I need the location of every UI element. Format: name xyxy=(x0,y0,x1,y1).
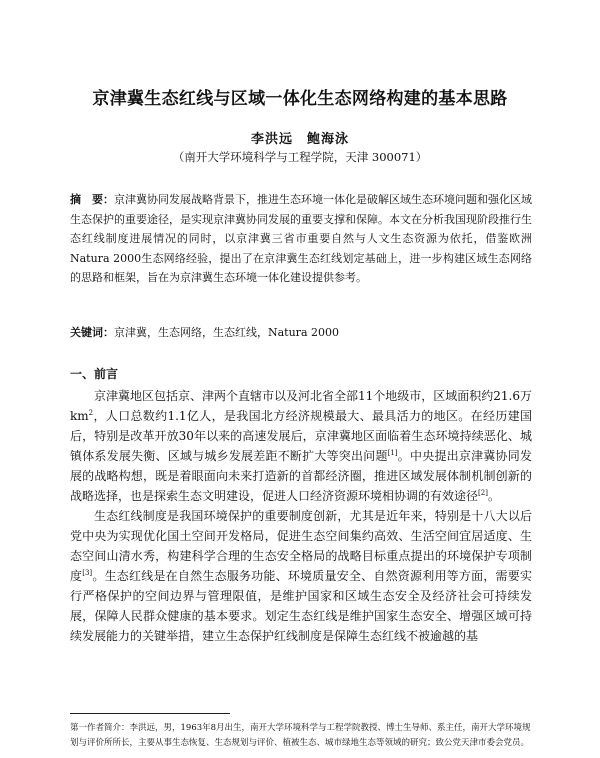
paragraph-1 xyxy=(70,386,532,506)
para2-text-b: 。生态红线是在自然生态服务功能、环境质量安全、自然资源利用等方面，需要实行严格保护的空间边界与管理限值，是维护国家和区域生态安全及经济社会可持续发展，保障人民群众健康的基本要求。划定生态红线是维护国家生态安全、增强区域可持续发展能力的关键举措，建立生态保护红线制度是保障生态红线不被逾越的基 xyxy=(70,569,532,643)
superscript: 2 xyxy=(88,409,94,417)
keywords-label: 关键词： xyxy=(70,326,114,339)
body-text xyxy=(70,386,532,646)
citation-ref: [2] xyxy=(478,489,488,497)
footnote-divider xyxy=(70,713,230,714)
para2-text-a: 生态红线制度是我国环境保护的重要制度创新，尤其是近年来，特别是十八大以后党中央为实现优化国土空间开发格局，促进生态空间集约高效、生活空间宜居适度、生态空间山清水秀，构建科学合理的生态安全格局的战略目标重点提出的环境保护专项制度 xyxy=(70,509,532,583)
authors: 李洪远 鲍海泳 xyxy=(250,132,349,147)
citation-ref: [3] xyxy=(82,569,93,577)
para1-text-c: 。中央提出京津冀协同发展的战略构想，既是着眼面向未来打造新的首都经济圈，推进区域发展体制机制创新的战略选择，也是探索生态文明建设，促进人口经济资源环境相协调的有效途径 xyxy=(70,449,532,503)
abstract-text: 京津冀协同发展战略背景下，推进生态环境一体化是破解区域生态环境问题和强化区域生态保护的重要途径，是实现京津冀协同发展的重要支撑和保障。本文在分析我国现阶段推行生态红线制度进展情况的同时，以京津冀三省市重要自然与人文生态资源为依托，借鉴欧洲Natura 2000生态网络经验，提出了在京津冀生态红线划定基础上，进一步构建区域生态网络的思路和框架，旨在为京津冀生态环境一体化建设提供参考。 xyxy=(70,193,532,284)
keywords-text: 京津冀，生态网络，生态红线，Natura 2000 xyxy=(114,326,339,339)
affiliation: （南开大学环境科学与工程学院，天津 300071） xyxy=(172,150,428,164)
section-heading: 一、前言 xyxy=(70,367,119,381)
para1-text-b: ，人口总数约1.1亿人，是我国北方经济规模最大、最具活力的地区。在经历建国后，特别是改革开放30年以来的高速发展后，京津冀地区面临着生态环境持续恶化、城镇体系发展失衡、区域与城乡发展差距不断扩大等突出问题 xyxy=(70,409,532,463)
paper-title: 京津冀生态红线与区域一体化生态网络构建的基本思路 xyxy=(92,89,508,109)
paragraph-2 xyxy=(70,506,532,646)
para1-text-d: 。 xyxy=(487,489,500,503)
abstract-label: 摘 要： xyxy=(70,193,114,206)
keywords xyxy=(70,324,532,340)
para1-text-a: 京津冀地区包括京、津两个直辖市以及河北省全部11个地级市，区域面积约21.6万km xyxy=(70,389,532,423)
footnote: 第一作者简介：李洪远，男，1963年8月出生，南开大学环境科学与工程学院教授、博士生导师、系主任，南开大学环境规划与评价所所长，主要从事生态恢复、生态规划与评价、植被生态、城市绿地生态等领域的研究；致公党天津市委会党员。 xyxy=(70,723,531,748)
citation-ref: [1] xyxy=(387,449,398,457)
abstract xyxy=(70,190,532,288)
